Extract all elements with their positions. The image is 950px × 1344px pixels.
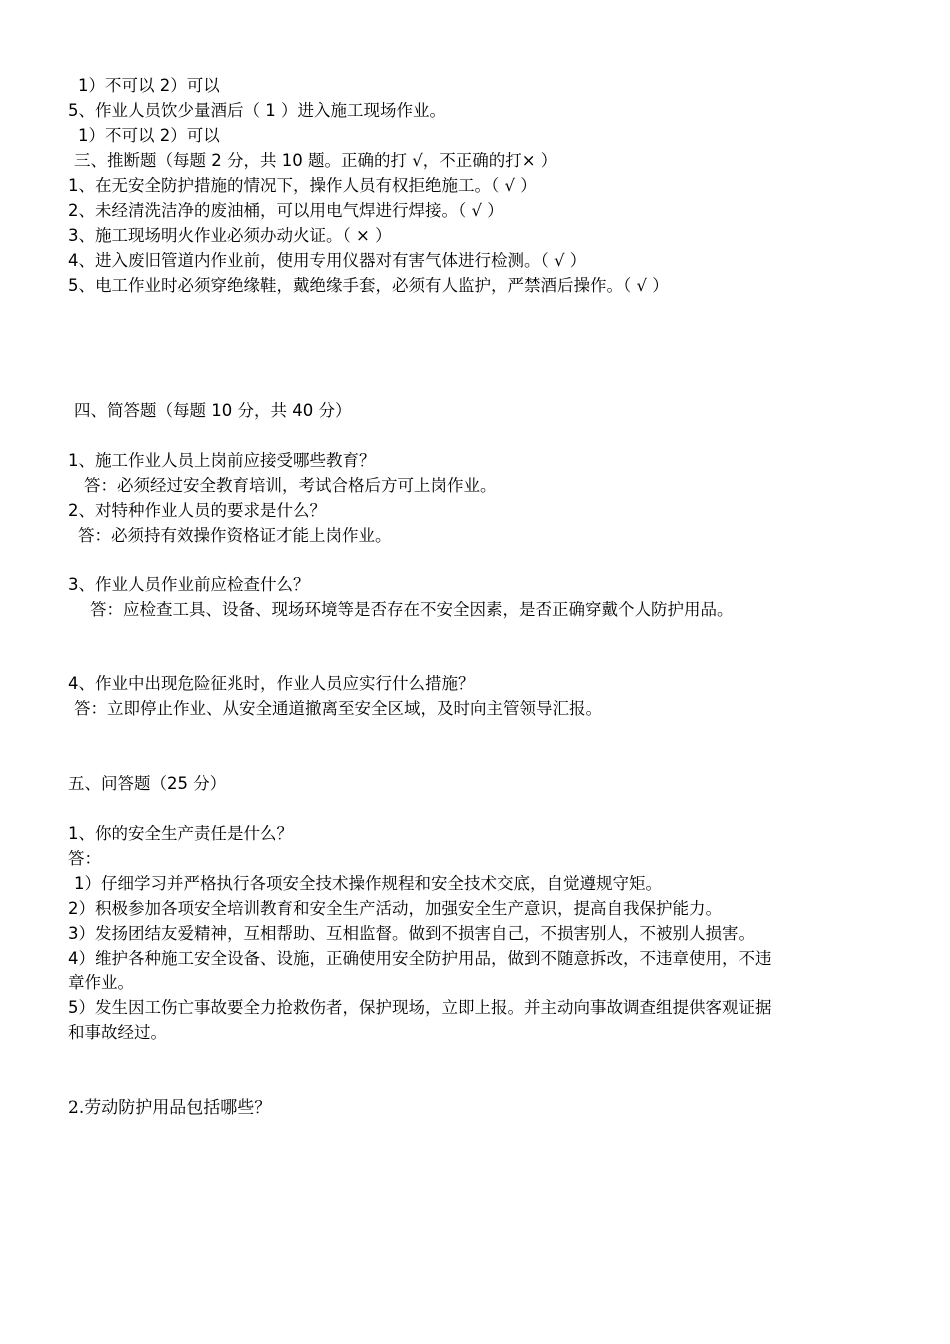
section3-item-1: 1、在无安全防护措施的情况下，操作人员有权拒绝施工。（ √ ） — [68, 176, 537, 195]
section5-question-2: 2.劳动防护用品包括哪些？ — [68, 1098, 272, 1118]
section3-item-5: 5、电工作业时必须穿绝缘鞋，戴绝缘手套，必须有人监护，严禁酒后操作。（ √ ） — [68, 276, 669, 295]
section4-answer-3: 答：应检查工具、设备、现场环境等是否存在不安全因素，是否正确穿戴个人防护用品。 — [90, 600, 734, 619]
section5-question-1: 1、你的安全生产责任是什么？ — [68, 824, 293, 843]
section5-answer-line-1: 1）仔细学习并严格执行各项安全技术操作规程和安全技术交底，自觉遵规守矩。 — [74, 874, 662, 893]
q5-options: 1）不可以 2）可以 — [78, 126, 220, 145]
section5-answer-line-3: 3）发扬团结友爱精神，互相帮助、互相监督。做到不损害自己，不损害别人，不被别人损害。 — [68, 924, 755, 943]
section3-item-4: 4、进入废旧管道内作业前，使用专用仪器对有害气体进行检测。（ √ ） — [68, 251, 587, 270]
section4-heading: 四、简答题（每题 10 分，共 40 分） — [74, 401, 352, 420]
section5-answer-line-6: 5）发生因工伤亡事故要全力抢救伤者，保护现场，立即上报。并主动向事故调查组提供客观证据 — [68, 998, 772, 1017]
section5-answer-line-5: 章作业。 — [68, 973, 134, 992]
section5-heading: 五、问答题（25 分） — [68, 774, 227, 793]
section3-item-3: 3、施工现场明火作业必须办动火证。（ × ） — [68, 226, 392, 245]
section4-question-4: 4、作业中出现危险征兆时，作业人员应实行什么措施？ — [68, 674, 475, 693]
section4-question-2: 2、对特种作业人员的要求是什么？ — [68, 501, 326, 520]
section3-heading: 三、推断题（每题 2 分，共 10 题。正确的打 √，不正确的打× ） — [74, 151, 558, 170]
section3-item-2: 2、未经清洗洁净的废油桶，可以用电气焊进行焊接。（ √ ） — [68, 201, 504, 220]
section4-answer-4: 答：立即停止作业、从安全通道撤离至安全区域，及时向主管领导汇报。 — [74, 699, 602, 718]
section4-question-1: 1、施工作业人员上岗前应接受哪些教育？ — [68, 451, 376, 470]
section5-answer-line-7: 和事故经过。 — [68, 1023, 167, 1042]
section5-answer-label: 答： — [68, 849, 101, 868]
section4-question-3: 3、作业人员作业前应检查什么？ — [68, 575, 310, 594]
q5-text: 5、作业人员饮少量酒后（ 1 ）进入施工现场作业。 — [68, 101, 446, 120]
section4-answer-2: 答：必须持有效操作资格证才能上岗作业。 — [78, 526, 392, 545]
section4-answer-1: 答：必须经过安全教育培训，考试合格后方可上岗作业。 — [84, 476, 497, 495]
section5-answer-line-2: 2）积极参加各项安全培训教育和安全生产活动，加强安全生产意识，提高自我保护能力。 — [68, 899, 722, 918]
q4-options: 1）不可以 2）可以 — [78, 76, 220, 95]
section5-answer-line-4: 4）维护各种施工安全设备、设施，正确使用安全防护用品，做到不随意拆改，不违章使用，不违 — [68, 949, 772, 968]
